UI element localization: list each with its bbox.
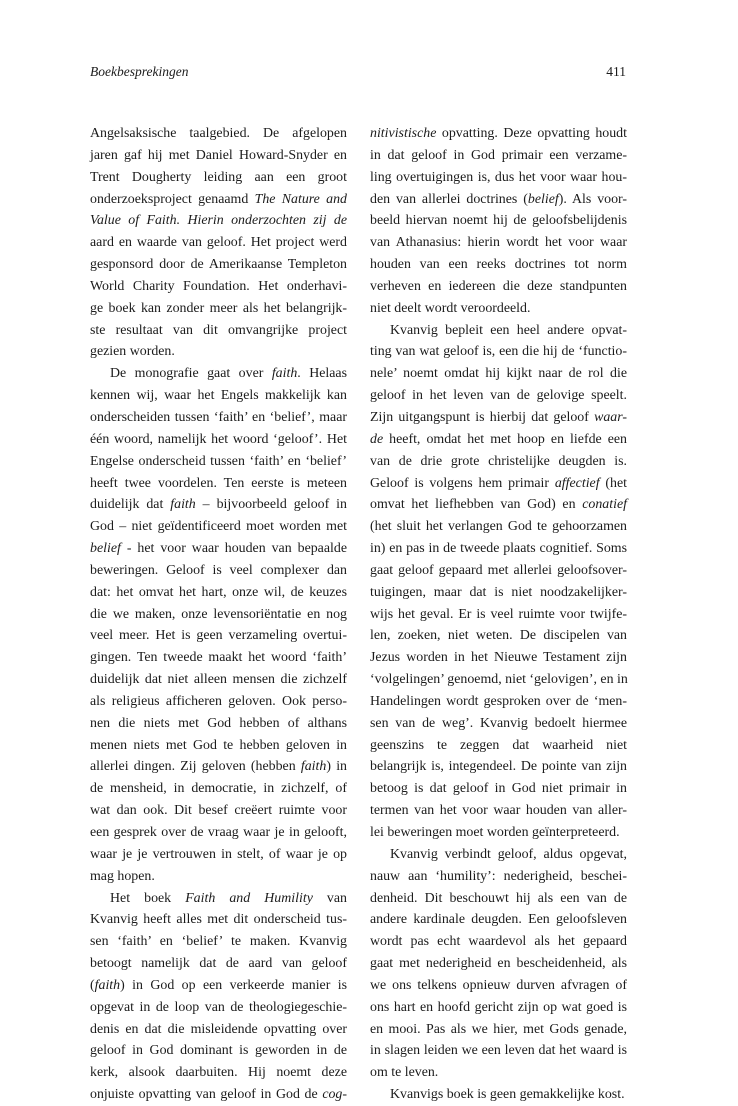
page-number: 411 — [606, 64, 626, 79]
right-column — [370, 123, 627, 1106]
text-line: wordt pas echt waardevol als het gepaard — [370, 934, 627, 950]
text-line: we ons telkens opnieuw durven afvragen of — [370, 977, 627, 993]
text-line: wat dan ook. Dit besef creëert ruimte voor — [90, 803, 347, 819]
text-line: in) en pas in de tweede plaats cognitief. Soms — [370, 541, 627, 557]
text-line: Handelingen wordt gesproken over de ‘men- — [370, 693, 627, 709]
text-line: belief - het voor waar houden van bepaalde — [90, 541, 347, 557]
text-line: die we maken, onze levensoriëntatie en nog — [90, 606, 347, 622]
text-line: de heeft, omdat het met hoop en liefde een — [370, 431, 627, 447]
text-line: van Athanasius: hierin wordt het voor waar — [370, 235, 627, 251]
text-line: Engelse onderscheid tussen ‘faith’ en ‘belief’ — [90, 453, 347, 469]
left-column — [90, 123, 347, 1106]
text-line: kerk, alsook daarbuiten. Hij noemt deze — [90, 1065, 347, 1081]
text-line: kennen wij, waar het Engels makkelijk kan — [90, 388, 347, 404]
text-line: omvat het liefhebben van God) en conatief — [370, 497, 627, 513]
text-line: als religieus afficheren geloven. Ook perso- — [90, 693, 347, 709]
text-line: verheven en iedereen die deze standpunten — [370, 278, 627, 294]
text-line: geloof in God dominant is geworden in de — [90, 1043, 347, 1059]
text-line: sen ‘faith’ en ‘belief’ te maken. Kvanvig — [90, 934, 347, 950]
text-line: andere kardinale deugden. Een geloofsleven — [370, 912, 627, 928]
text-line: ste resultaat van dit omvangrijke project — [90, 322, 347, 338]
book-title-italic: Faith and Humility — [185, 890, 313, 906]
text-line: dat: het omvat het hart, onze wil, de keuzes — [90, 584, 347, 600]
text-line: waar je je vertrouwen in stelt, of waar je op — [90, 846, 347, 862]
text-line: van de drie grote christelijke deugden is. — [370, 453, 627, 469]
text-line: nele’ noemt omdat hij kijkt naar de rol die — [370, 366, 627, 382]
text-line: denheid. Dit beschouwt hij als een van de — [370, 890, 627, 906]
text-line: wijs het geval. Er is veel ruimte voor twijfe- — [370, 606, 627, 622]
section-title: Boekbesprekingen — [90, 64, 189, 79]
text-line: God – niet geïdentificeerd moet worden met — [90, 519, 347, 535]
text-line: mag hopen. — [90, 868, 155, 884]
text-line: Kvanvig bepleit een heel andere opvat- — [390, 322, 627, 338]
text-line: de mensheid, in democratie, in zichzelf, of — [90, 781, 347, 797]
text-line: ge boek kan zonder meer als het belangrijk- — [90, 300, 347, 316]
text-line: den van allerlei doctrines (belief). Als voor- — [370, 191, 627, 207]
text-line: gaat geloof gepaard met allerlei geloofsover- — [370, 562, 627, 578]
running-head — [90, 64, 626, 84]
text-line: onjuiste opvatting van geloof in God de cog- — [90, 1087, 347, 1103]
text-line: De monografie gaat over faith. Helaas — [110, 366, 347, 382]
text-line: een gesprek over de vraag waar je in gelooft, — [90, 825, 347, 840]
text-line: nitivistische opvatting. Deze opvatting houdt — [370, 126, 627, 141]
text-line: (het sluit het verlangen God te gehoorzamen — [370, 519, 627, 535]
text-line: lei beweringen moet worden geïnterpreteerd. — [370, 825, 620, 840]
text-line: denis en dat die misleidende opvatting over — [90, 1021, 347, 1037]
text-line: betoog is dat geloof in God niet primair in — [370, 781, 627, 797]
text-line: belangrijk is, integendeel. De pointe van zijn — [370, 759, 627, 775]
text-line: in slagen leiden we een leven dat het waard is — [370, 1043, 627, 1059]
text-line: en mooi. Pas als we hier, met Gods genade, — [370, 1021, 627, 1037]
text-line: Het boek Faith and Humility van — [110, 890, 347, 906]
text-line: Geloof is volgens hem primair affectief (het — [370, 475, 627, 491]
text-line: nauw aan ‘humility’: nederigheid, beschei- — [370, 868, 627, 884]
text-line: (faith) in God op een verkeerde manier is — [90, 977, 347, 993]
text-line: Jezus worden in het Nieuwe Testament zijn — [370, 650, 627, 666]
text-line: heeft twee voordelen. Ten eerste is meteen — [90, 475, 347, 491]
text-line: beeld hiervan noemt hij de geloofsbelijdenis — [370, 213, 627, 229]
text-line: Value of Faith. Hierin onderzochten zij de — [90, 213, 347, 229]
text-line: Kvanvig verbindt geloof, aldus opgevat, — [390, 846, 627, 862]
text-line: veel meer. Het is geen verzameling overtui- — [90, 628, 347, 644]
text-line: onderzoeksproject genaamd The Nature and — [90, 191, 347, 207]
text-line: jaren gaf hij met Daniel Howard-Snyder en — [90, 147, 347, 163]
text-line: duidelijk dat faith – bijvoorbeeld geloof in — [90, 497, 347, 513]
text-line: menen niets met God te hebben geloven in — [90, 737, 347, 753]
text-line: len, zoeken, niet weten. De discipelen van — [370, 628, 627, 644]
text-line: Kvanvigs boek is geen gemakkelijke kost. — [390, 1087, 625, 1103]
text-line: beweringen. Geloof is veel complexer dan — [90, 562, 347, 578]
text-line: opgevat in de loop van de theologiegeschie- — [90, 999, 347, 1015]
text-line: Angelsaksische taalgebied. De afgelopen — [90, 126, 347, 141]
text-line: ‘volgelingen’ genoemd, niet ‘gelovigen’, en in — [370, 672, 628, 688]
text-line: om te leven. — [370, 1065, 439, 1081]
text-line: houden van een reeks doctrines tot norm — [370, 257, 627, 273]
text-line: geenszins te zeggen dat waarheid niet — [370, 737, 627, 753]
text-line: nen die niets met God hebben of althans — [90, 715, 347, 731]
text-line: Kvanvig heeft alles met dit onderscheid tus- — [90, 912, 347, 928]
text-line: tuigingen, maar dat is niet noodzakelijker- — [370, 584, 627, 600]
text-line: termen van het voor waar houden van aller- — [370, 803, 627, 819]
text-line: Zijn uitgangspunt is hierbij dat geloof waar- — [370, 409, 627, 425]
text-line: duidelijk dat niet alleen mensen die zichzelf — [90, 672, 347, 688]
text-line: ting van wat geloof is, een die hij de ‘functio- — [370, 344, 627, 360]
text-line: gesponsord door de Amerikaanse Templeton — [90, 257, 347, 273]
text-line: ons hart en hoofd gericht zijn op wat goed is — [370, 999, 627, 1015]
text-line: gaat met nederigheid en bescheidenheid, als — [370, 956, 627, 972]
text-line: Trent Dougherty leiding aan een groot — [90, 169, 347, 185]
text-line: aard en waarde van geloof. Het project werd — [90, 235, 347, 251]
text-line: in dat geloof in God primair een verzame- — [370, 147, 627, 163]
text-line: één woord, namelijk het woord ‘geloof’. Het — [90, 431, 347, 447]
text-line: World Charity Foundation. Het onderhavi- — [90, 278, 347, 294]
text-line: allerlei dingen. Zij geloven (hebben faith) in — [90, 759, 347, 775]
text-line: gezien worden. — [90, 344, 175, 360]
text-line: betoogt namelijk dat de aard van geloof — [90, 956, 347, 972]
book-title-italic: The Nature and — [254, 191, 347, 207]
text-line: onderscheiden tussen ‘faith’ en ‘belief’, maar — [90, 409, 347, 425]
text-line: niet deelt wordt veroordeeld. — [370, 300, 531, 316]
text-line: ling overtuigingen is, dus het voor waar hou- — [370, 169, 627, 185]
text-line: sen van de weg’. Kvanvig bedoelt hiermee — [370, 715, 627, 731]
text-line: gingen. Ten tweede maakt het woord ‘faith’ — [90, 650, 347, 666]
text-line: geloof in het leven van de gelovige speelt. — [370, 388, 627, 404]
